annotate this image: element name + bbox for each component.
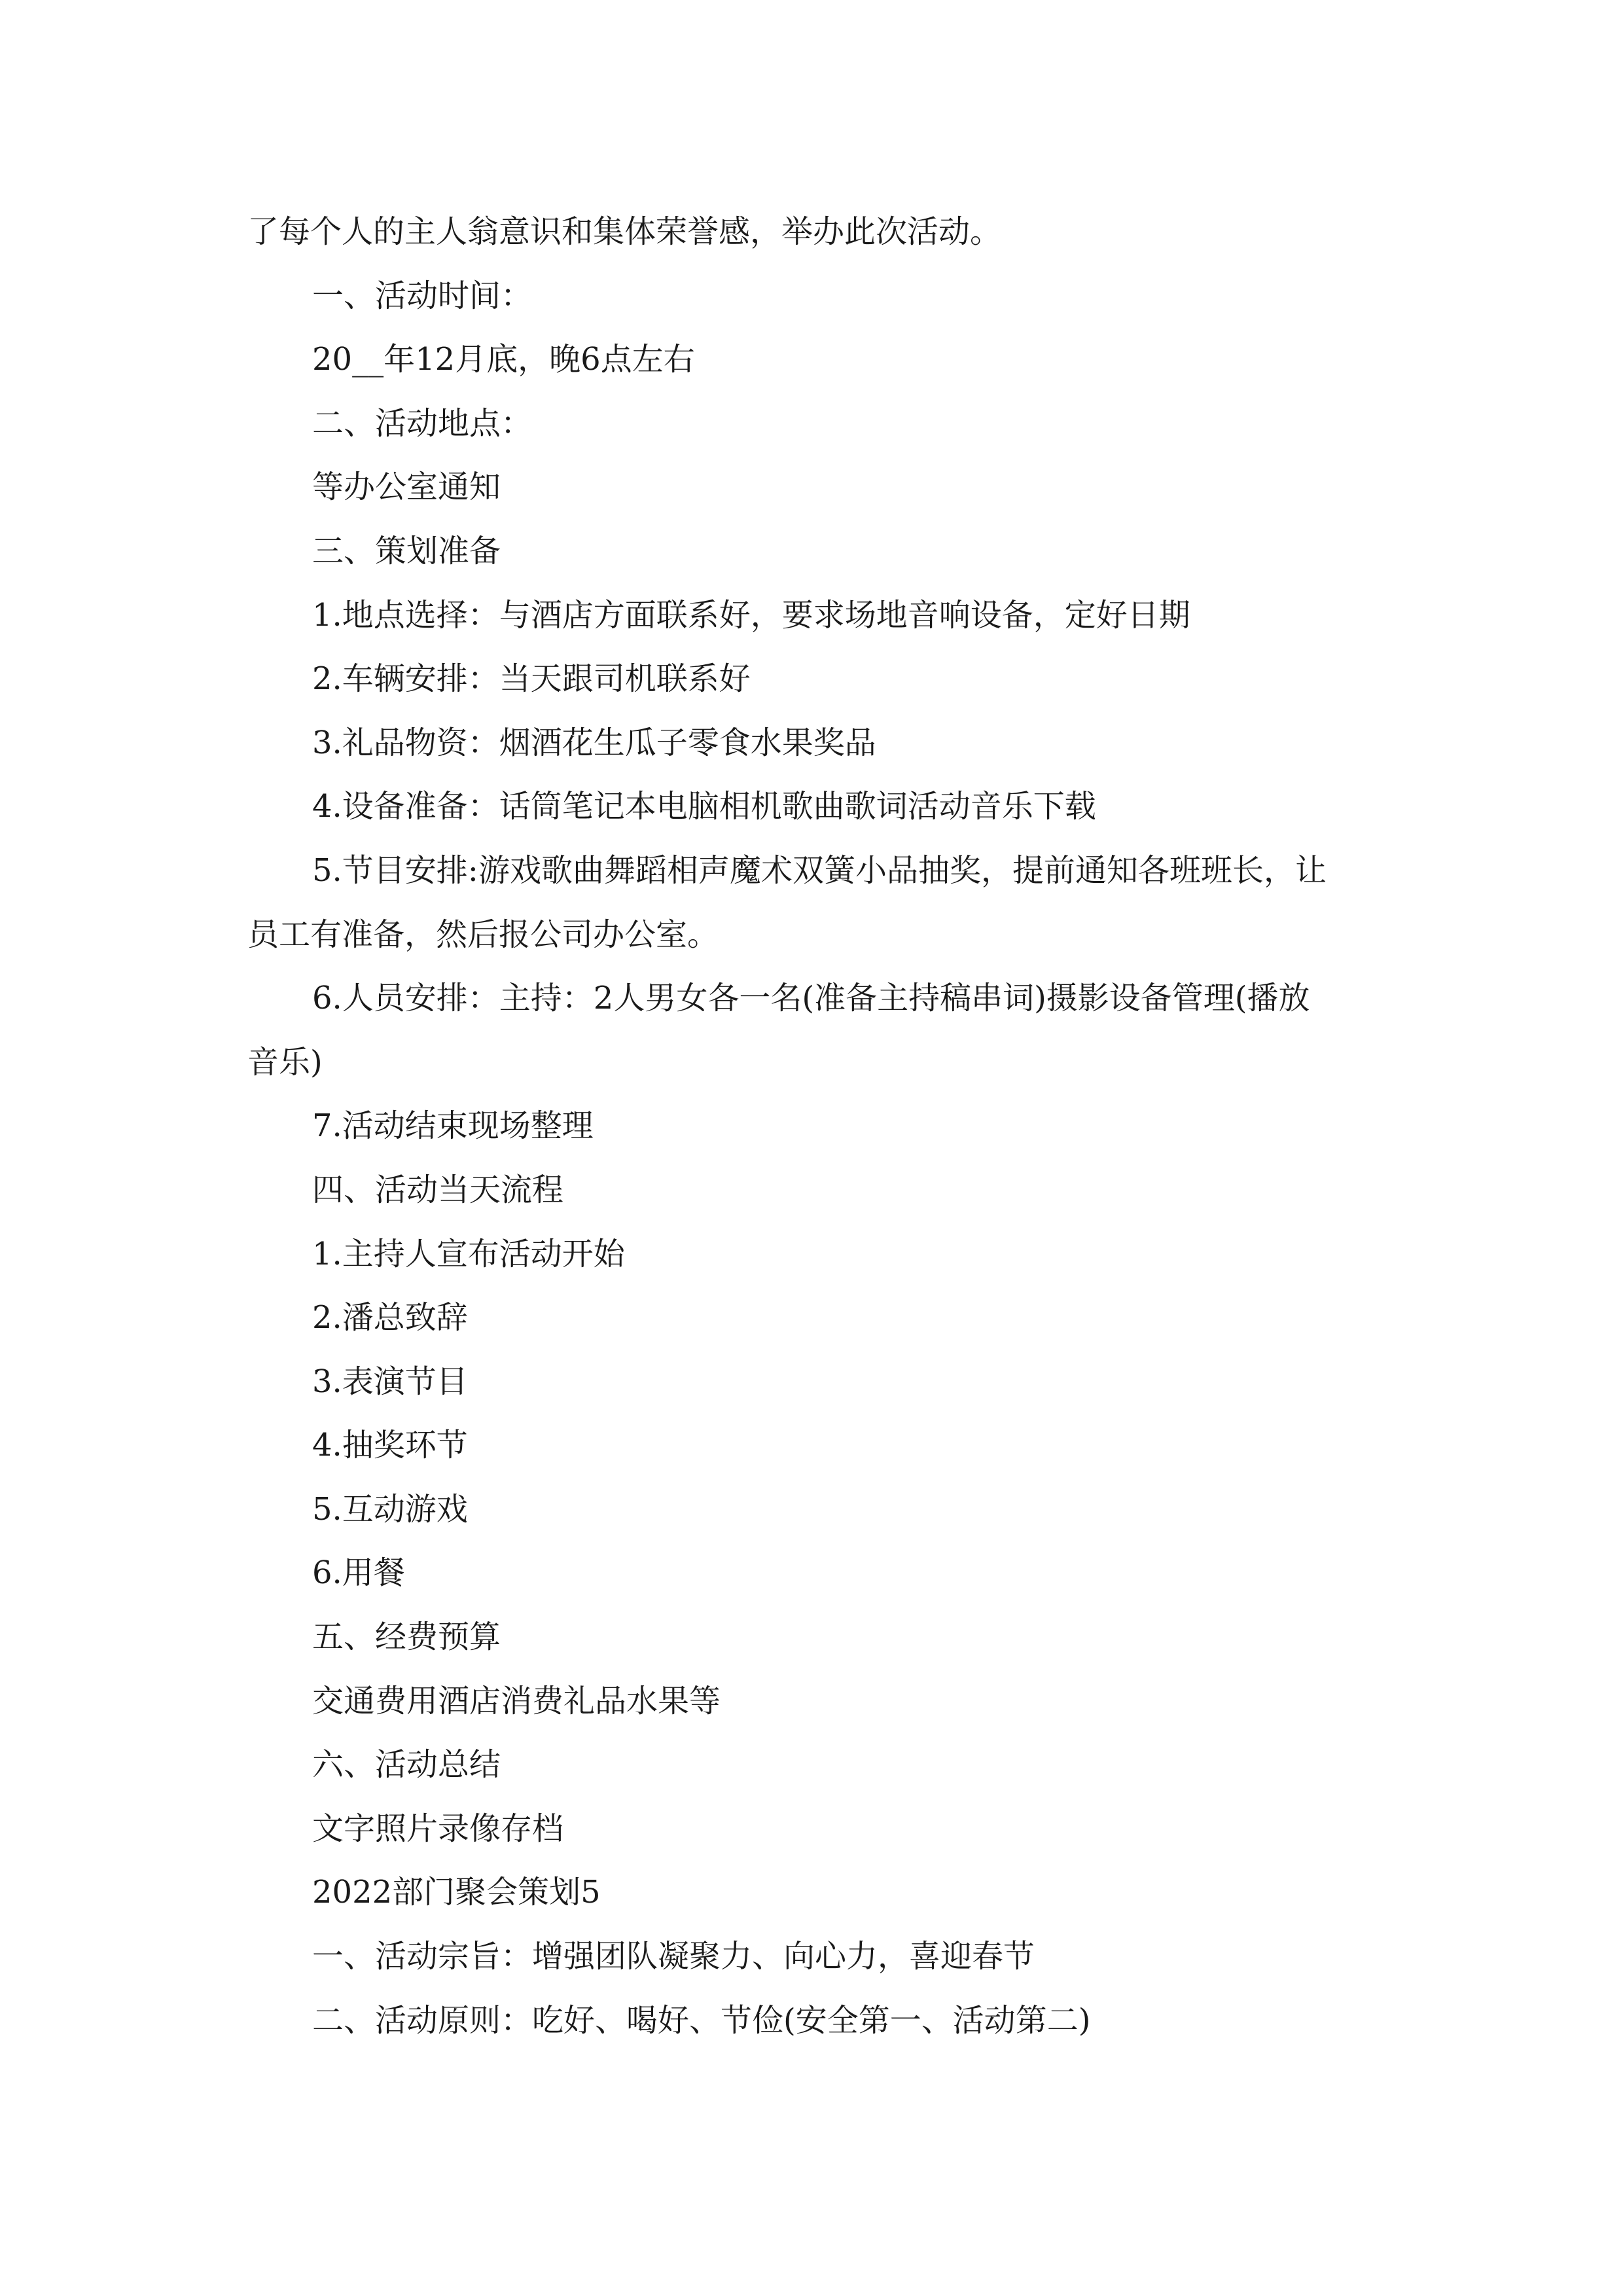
text-line: 一、活动宗旨：增强团队凝聚力、向心力，喜迎春节	[312, 1938, 1035, 1975]
text-line: 四、活动当天流程	[312, 1171, 564, 1208]
text-line: 交通费用酒店消费礼品水果等	[312, 1682, 721, 1719]
text-line: 等办公室通知	[312, 469, 501, 506]
text-line: 二、活动地点：	[312, 404, 533, 442]
text-line: 6.用餐	[312, 1554, 405, 1592]
text-line: 6.人员安排：主持：2人男女各一名(准备主持稿串词)摄影设备管理(播放	[312, 980, 1310, 1017]
text-line: 20__年12月底，晚6点左右	[312, 341, 695, 378]
text-line: 4.设备准备：话筒笔记本电脑相机歌曲歌词活动音乐下载	[312, 788, 1096, 825]
text-line: 二、活动原则：吃好、喝好、节俭(安全第一、活动第二)	[312, 2001, 1091, 2039]
text-line: 7.活动结束现场整理	[312, 1107, 594, 1145]
text-line: 2022部门聚会策划5	[312, 1874, 601, 1911]
text-line: 员工有准备，然后报公司办公室。	[247, 916, 719, 953]
text-line: 音乐)	[247, 1043, 323, 1081]
text-line: 五、经费预算	[312, 1619, 501, 1656]
text-line: 1.主持人宣布活动开始	[312, 1235, 625, 1272]
text-line: 5.互动游戏	[312, 1490, 468, 1528]
text-line: 一、活动时间：	[312, 277, 533, 314]
text-line: 4.抽奖环节	[312, 1427, 468, 1464]
text-line: 三、策划准备	[312, 532, 501, 569]
text-line: 1.地点选择：与酒店方面联系好，要求场地音响设备，定好日期	[312, 596, 1190, 634]
text-line: 文字照片录像存档	[312, 1810, 564, 1847]
text-line: 3.表演节目	[312, 1363, 468, 1400]
document-body	[247, 200, 1386, 2053]
text-line: 了每个人的主人翁意识和集体荣誉感，举办此次活动。	[247, 213, 1002, 250]
text-line: 3.礼品物资：烟酒花生瓜子零食水果奖品	[312, 724, 876, 761]
text-line: 2.潘总致辞	[312, 1299, 468, 1336]
text-line: 六、活动总结	[312, 1746, 501, 1784]
text-line: 5.节目安排:游戏歌曲舞蹈相声魔术双簧小品抽奖，提前通知各班班长，让	[312, 852, 1327, 889]
text-line: 2.车辆安排：当天跟司机联系好	[312, 660, 751, 698]
